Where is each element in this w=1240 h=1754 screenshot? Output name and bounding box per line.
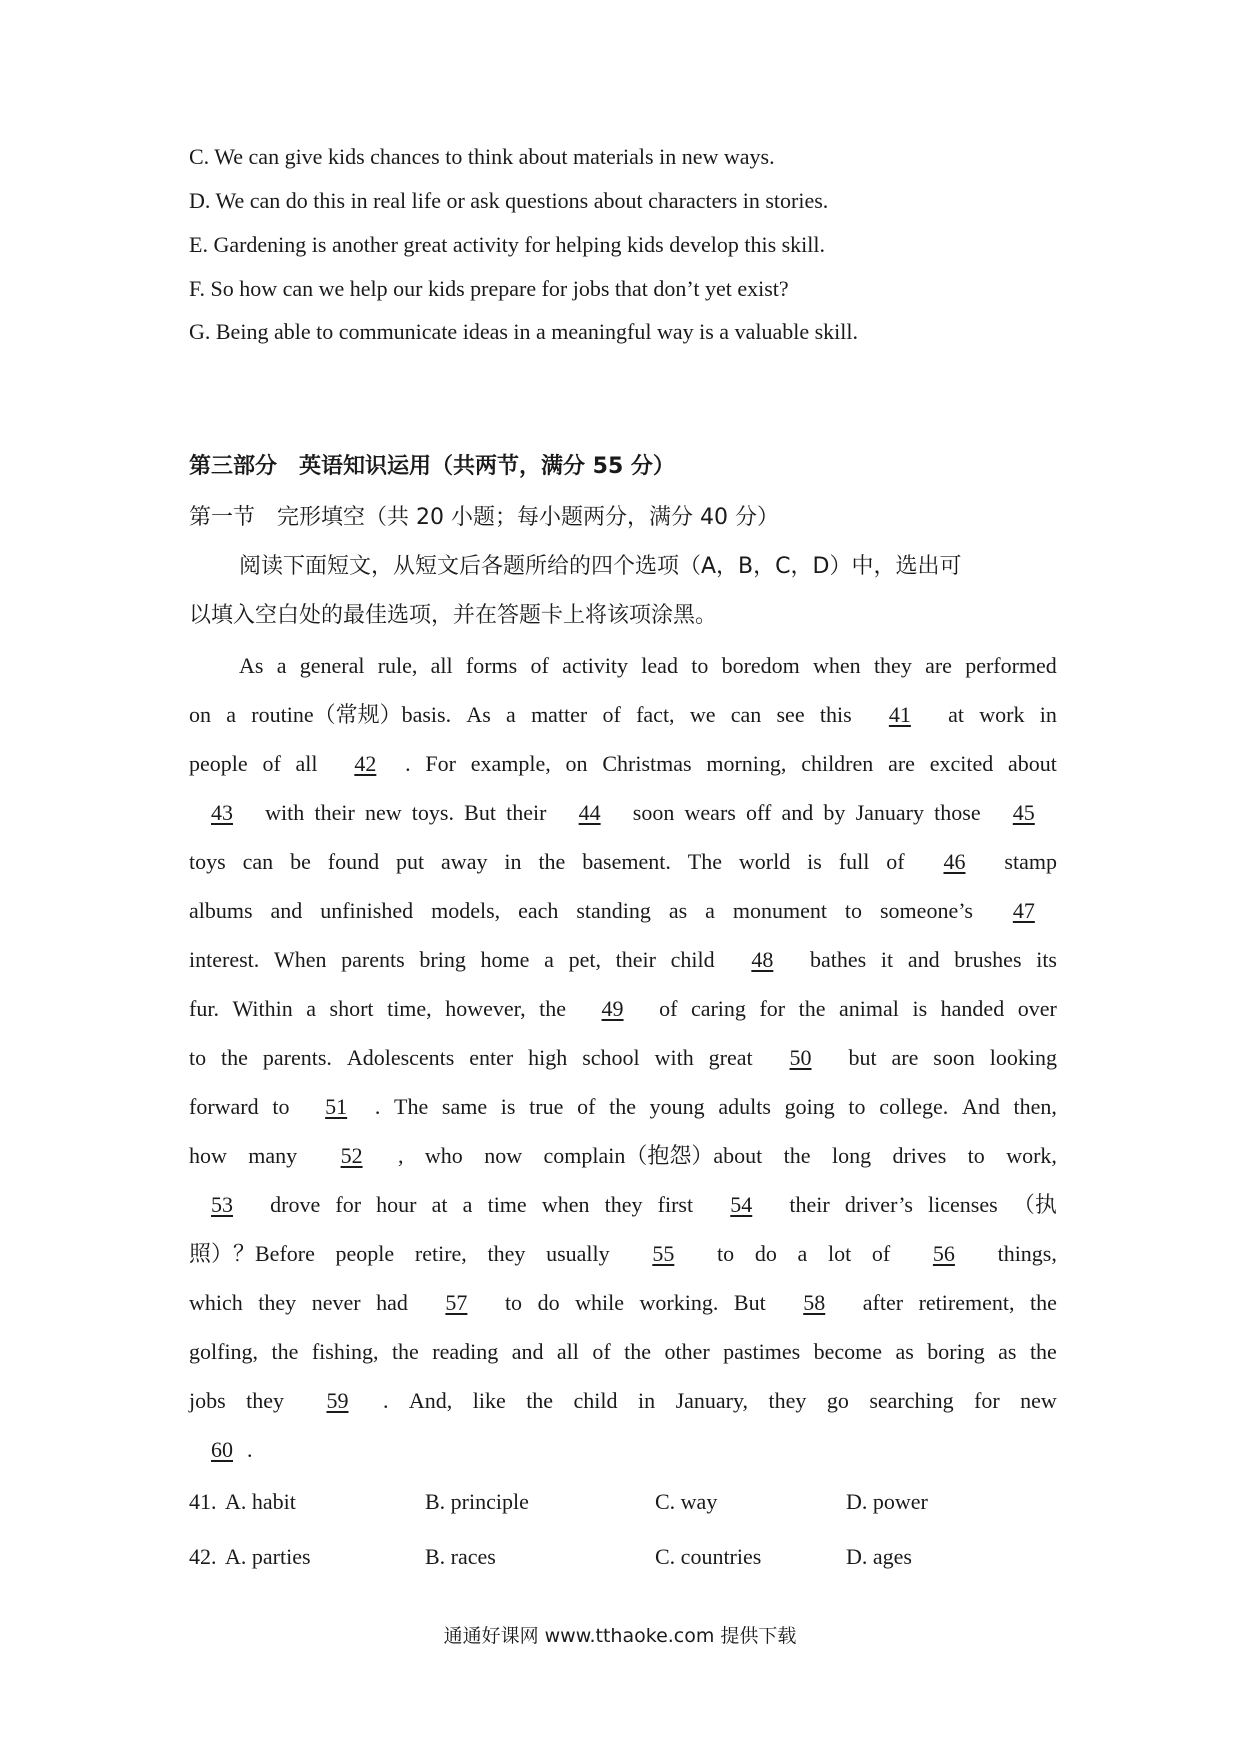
passage-word: routine（常规）basis. xyxy=(251,702,452,727)
passage-word: had xyxy=(376,1290,408,1315)
passage-word: at xyxy=(431,1192,448,1217)
passage-word: lot xyxy=(827,1241,852,1266)
passage-word: driver’s xyxy=(844,1192,913,1217)
passage-word: caring xyxy=(690,996,746,1021)
passage-word: bring xyxy=(419,947,466,972)
passage-word: those xyxy=(934,800,981,825)
passage-word: boring xyxy=(927,1339,985,1364)
passage-word: the xyxy=(609,1094,636,1119)
passage-word: . xyxy=(374,1094,381,1119)
passage-word: put xyxy=(396,849,425,874)
passage-word: animal xyxy=(839,996,899,1021)
passage-word: the xyxy=(539,996,567,1021)
passage-line xyxy=(189,1239,1057,1288)
passage-word: brushes xyxy=(954,947,1022,972)
blank-57: 57 xyxy=(445,1290,468,1315)
passage-word: as xyxy=(998,1339,1017,1364)
passage-word: in xyxy=(637,1388,656,1413)
choice-a: A. parties xyxy=(225,1544,311,1569)
passage-word: with xyxy=(654,1045,694,1070)
passage-word: retire, xyxy=(414,1241,467,1266)
passage-word: but xyxy=(848,1045,877,1070)
passage-word: it xyxy=(880,947,894,972)
option-d: D. We can do this in real life or ask questions about characters in stories. xyxy=(189,188,829,213)
passage-word: of xyxy=(577,1094,596,1119)
passage-word: young xyxy=(649,1094,705,1119)
passage-word: general xyxy=(299,653,365,678)
passage-word: are xyxy=(925,653,952,678)
passage-word: standing xyxy=(576,898,651,923)
passage-word: in xyxy=(1039,702,1057,727)
passage-word: this xyxy=(819,702,852,727)
passage-word: off xyxy=(746,800,772,825)
passage-word: can xyxy=(242,849,274,874)
option-f: F. So how can we help our kids prepare for jobs that don’t yet exist? xyxy=(189,276,789,301)
passage-word: home xyxy=(480,947,530,972)
passage-word: new xyxy=(364,800,402,825)
passage-word: complain（抱怨）about xyxy=(543,1143,763,1168)
passage-word: all xyxy=(430,653,453,678)
passage-word: For xyxy=(425,751,456,776)
passage-word: . xyxy=(382,1388,389,1413)
passage-word: long xyxy=(831,1143,872,1168)
blank-41: 41 xyxy=(888,702,911,727)
passage-word: we xyxy=(689,702,716,727)
passage-word: pastimes xyxy=(723,1339,801,1364)
passage-word: is xyxy=(912,996,928,1021)
passage-word: morning, xyxy=(706,751,787,776)
option-e: E. Gardening is another great activity for helping kids develop this skill. xyxy=(189,232,826,257)
passage-word: how xyxy=(189,1143,227,1168)
passage-word: models, xyxy=(431,898,501,923)
passage-word: the xyxy=(1029,1339,1057,1364)
passage-word: 照）？Before xyxy=(189,1241,315,1266)
passage-word: a xyxy=(506,702,516,727)
passage-word: time, xyxy=(387,996,432,1021)
passage-word: do xyxy=(537,1290,560,1315)
passage-line xyxy=(189,1337,1057,1386)
question-41 xyxy=(0,1487,1240,1517)
passage-word: away xyxy=(441,849,488,874)
passage-word: example, xyxy=(470,751,551,776)
passage-word: of xyxy=(871,1241,891,1266)
passage-word: January xyxy=(855,800,924,825)
passage-word: of xyxy=(530,653,549,678)
passage-word: going xyxy=(784,1094,835,1119)
passage-word: enter xyxy=(469,1045,514,1070)
passage-word: golfing, xyxy=(189,1339,259,1364)
passage-word: soon xyxy=(933,1045,975,1070)
passage-line xyxy=(189,1435,1057,1484)
passage-line xyxy=(189,700,1057,749)
choice-d: D. ages xyxy=(846,1544,912,1569)
passage-word: as xyxy=(895,1339,914,1364)
passage-word: drives xyxy=(892,1143,947,1168)
blank-46: 46 xyxy=(943,849,966,874)
passage-word: when xyxy=(541,1192,590,1217)
passage-word: a xyxy=(226,702,237,727)
passage-word: its xyxy=(1036,947,1057,972)
passage-word: for xyxy=(335,1192,362,1217)
blank-49: 49 xyxy=(601,996,624,1021)
passage-line xyxy=(189,945,1057,994)
question-number: 41. xyxy=(189,1489,217,1514)
passage-word: the xyxy=(798,996,826,1021)
passage-word: they xyxy=(246,1388,285,1413)
passage-word: the xyxy=(271,1339,299,1364)
passage-word: like xyxy=(472,1388,506,1413)
passage-word: forward xyxy=(189,1094,259,1119)
passage-word: can xyxy=(730,702,762,727)
passage-word: new xyxy=(1020,1388,1057,1413)
passage-word: January, xyxy=(675,1388,749,1413)
passage-word: the xyxy=(783,1143,811,1168)
passage-word: a xyxy=(797,1241,808,1266)
passage-word: is xyxy=(807,849,822,874)
passage-word: fishing, xyxy=(311,1339,379,1364)
instructions-line-1: 阅读下面短文，从短文后各题所给的四个选项（A，B，C，D）中，选出可 xyxy=(239,554,962,579)
passage-word: when xyxy=(813,653,861,678)
passage-word: searching xyxy=(869,1388,954,1413)
blank-43: 43 xyxy=(211,800,233,825)
passage-word: short xyxy=(329,996,374,1021)
passage-word: to xyxy=(189,1045,207,1070)
passage-word: a xyxy=(306,996,317,1021)
passage-word: working. xyxy=(639,1290,719,1315)
passage-line xyxy=(189,651,1057,700)
passage-line xyxy=(189,1141,1057,1190)
passage-word: monument xyxy=(732,898,827,923)
passage-word: things, xyxy=(997,1241,1057,1266)
passage-word: of xyxy=(262,751,281,776)
passage-word: work xyxy=(979,702,1025,727)
passage-word: to xyxy=(504,1290,523,1315)
passage-word: As xyxy=(239,653,264,678)
passage-word: a xyxy=(544,947,554,972)
passage-word: toys xyxy=(189,849,226,874)
passage-word: parents. xyxy=(262,1045,332,1070)
cloze-passage xyxy=(189,651,1057,1484)
passage-word: of xyxy=(659,996,678,1021)
passage-word: a xyxy=(276,653,287,678)
passage-word: looking xyxy=(989,1045,1057,1070)
passage-word: become xyxy=(813,1339,883,1364)
passage-word: then, xyxy=(1013,1094,1057,1119)
passage-word: . xyxy=(247,1437,253,1462)
passage-word: someone’s xyxy=(880,898,973,923)
passage-word: pet, xyxy=(568,947,601,972)
passage-word: As xyxy=(466,702,491,727)
passage-word: on xyxy=(565,751,588,776)
passage-word: other xyxy=(664,1339,710,1364)
passage-word: fact, xyxy=(636,702,675,727)
passage-word: their xyxy=(615,947,656,972)
passage-word: , xyxy=(398,1143,404,1168)
passage-word: over xyxy=(1017,996,1057,1021)
passage-word: time xyxy=(487,1192,527,1217)
passage-word: to xyxy=(272,1094,290,1119)
passage-word: see xyxy=(776,702,805,727)
passage-word: （执 xyxy=(1012,1192,1057,1217)
page-footer: 通通好课网 www.tthaoke.com 提供下载 xyxy=(443,1625,797,1647)
choice-b: B. races xyxy=(425,1544,496,1569)
blank-47: 47 xyxy=(1012,898,1035,923)
passage-word: do xyxy=(754,1241,777,1266)
passage-word: to xyxy=(848,1094,866,1119)
blank-50: 50 xyxy=(789,1045,812,1070)
blank-44: 44 xyxy=(578,800,601,825)
option-c: C. We can give kids chances to think about materials in new ways. xyxy=(189,144,775,169)
passage-word: basement. xyxy=(582,849,671,874)
choice-c: C. countries xyxy=(655,1544,762,1569)
passage-word: fur. xyxy=(189,996,219,1021)
passage-word: jobs xyxy=(189,1388,226,1413)
passage-word: And xyxy=(961,1094,1000,1119)
passage-word: each xyxy=(518,898,559,923)
passage-word: on xyxy=(189,702,211,727)
passage-word: lead xyxy=(641,653,678,678)
passage-word: are xyxy=(891,1045,919,1070)
passage-word: world xyxy=(738,849,791,874)
passage-word: performed xyxy=(965,653,1057,678)
passage-word: now xyxy=(484,1143,523,1168)
passage-word: the xyxy=(1030,1290,1057,1315)
passage-word: and xyxy=(781,800,814,825)
passage-word: to xyxy=(844,898,863,923)
passage-word: the xyxy=(221,1045,248,1070)
passage-word: hour xyxy=(376,1192,417,1217)
passage-word: while xyxy=(575,1290,625,1315)
passage-word: of xyxy=(592,1339,611,1364)
passage-word: who xyxy=(424,1143,463,1168)
passage-word: forms xyxy=(465,653,518,678)
passage-word: excited xyxy=(929,751,994,776)
passage-word: usually xyxy=(546,1241,610,1266)
passage-word: a xyxy=(705,898,715,923)
passage-word: Christmas xyxy=(602,751,692,776)
passage-word: full xyxy=(838,849,870,874)
passage-word: at xyxy=(948,702,965,727)
passage-word: high xyxy=(528,1045,568,1070)
passage-word: adults xyxy=(718,1094,771,1119)
passage-word: and xyxy=(270,898,303,923)
passage-word: people xyxy=(335,1241,395,1266)
passage-word: true xyxy=(529,1094,564,1119)
passage-word: child xyxy=(573,1388,618,1413)
passage-word: licenses xyxy=(928,1192,998,1217)
passage-word: in xyxy=(504,849,522,874)
passage-word: all xyxy=(556,1339,579,1364)
passage-word: reading xyxy=(432,1339,499,1364)
question-42 xyxy=(0,1542,1240,1572)
instructions-line-2: 以填入空白处的最佳选项，并在答题卡上将该项涂黑。 xyxy=(189,603,718,628)
passage-word: many xyxy=(248,1143,298,1168)
subsection-title: 第一节 完形填空（共 20 小题；每小题两分，满分 40 分） xyxy=(189,505,779,530)
passage-word: a xyxy=(462,1192,473,1217)
passage-word: which xyxy=(189,1290,243,1315)
blank-42: 42 xyxy=(354,751,377,776)
passage-word: after xyxy=(862,1290,904,1315)
passage-word: first xyxy=(657,1192,694,1217)
passage-word: to xyxy=(691,653,709,678)
blank-59: 59 xyxy=(326,1388,349,1413)
passage-line xyxy=(189,1190,1057,1239)
section-title: 第三部分 英语知识运用（共两节，满分 55 分） xyxy=(189,454,675,479)
passage-line xyxy=(189,896,1057,945)
passage-line xyxy=(189,798,1057,847)
passage-word: their xyxy=(506,800,547,825)
passage-word: go xyxy=(826,1388,849,1413)
passage-word: by xyxy=(823,800,846,825)
passage-word: they xyxy=(604,1192,643,1217)
passage-word: . xyxy=(405,751,411,776)
passage-word: soon xyxy=(632,800,675,825)
passage-word: But xyxy=(733,1290,766,1315)
blank-48: 48 xyxy=(751,947,774,972)
passage-line xyxy=(189,1092,1057,1141)
passage-word: they xyxy=(873,653,912,678)
passage-word: child xyxy=(670,947,715,972)
passage-word: school xyxy=(582,1045,640,1070)
passage-word: drove xyxy=(270,1192,321,1217)
passage-word: work, xyxy=(1006,1143,1057,1168)
passage-word: for xyxy=(974,1388,1000,1413)
passage-word: matter xyxy=(531,702,588,727)
passage-word: all xyxy=(295,751,318,776)
choice-c: C. way xyxy=(655,1489,718,1514)
blank-51: 51 xyxy=(325,1094,348,1119)
passage-word: to xyxy=(717,1241,735,1266)
passage-word: rule, xyxy=(377,653,418,678)
passage-word: and xyxy=(907,947,940,972)
blank-60: 60 xyxy=(211,1437,233,1462)
passage-line xyxy=(189,994,1057,1043)
passage-word: be xyxy=(290,849,311,874)
passage-word: boredom xyxy=(721,653,800,678)
passage-word: people xyxy=(189,751,248,776)
passage-word: parents xyxy=(341,947,405,972)
passage-word: college. xyxy=(879,1094,949,1119)
passage-line xyxy=(189,1288,1057,1337)
option-g: G. Being able to communicate ideas in a meaningful way is a valuable skill. xyxy=(189,319,858,344)
passage-line xyxy=(189,1386,1057,1435)
passage-word: found xyxy=(327,849,380,874)
passage-word: interest. xyxy=(189,947,260,972)
passage-word: to xyxy=(967,1143,985,1168)
passage-word: But xyxy=(464,800,496,825)
passage-word: toys. xyxy=(411,800,454,825)
passage-word: the xyxy=(526,1388,554,1413)
blank-54: 54 xyxy=(730,1192,753,1217)
passage-word: the xyxy=(624,1339,652,1364)
passage-word: the xyxy=(391,1339,419,1364)
passage-word: of xyxy=(886,849,905,874)
passage-word: wears xyxy=(684,800,736,825)
passage-word: And, xyxy=(408,1388,453,1413)
passage-word: are xyxy=(888,751,915,776)
blank-45: 45 xyxy=(1012,800,1035,825)
choice-d: D. power xyxy=(846,1489,928,1514)
passage-word: of xyxy=(602,702,621,727)
passage-word: is xyxy=(500,1094,516,1119)
blank-52: 52 xyxy=(340,1143,363,1168)
passage-word: handed xyxy=(940,996,1005,1021)
passage-word: as xyxy=(668,898,688,923)
passage-line xyxy=(189,749,1057,798)
passage-word: albums xyxy=(189,898,253,923)
passage-word: the xyxy=(538,849,566,874)
passage-word: The xyxy=(394,1094,429,1119)
passage-word: The xyxy=(687,849,722,874)
passage-word: with xyxy=(265,800,305,825)
passage-word: same xyxy=(441,1094,488,1119)
question-number: 42. xyxy=(189,1544,217,1569)
passage-word: great xyxy=(708,1045,753,1070)
passage-word: children xyxy=(801,751,874,776)
passage-word: about xyxy=(1008,751,1057,776)
passage-line xyxy=(189,847,1057,896)
passage-word: Adolescents xyxy=(346,1045,455,1070)
passage-word: unfinished xyxy=(320,898,414,923)
passage-word: When xyxy=(273,947,327,972)
passage-word: their xyxy=(789,1192,830,1217)
passage-line xyxy=(189,1043,1057,1092)
passage-word: they xyxy=(258,1290,297,1315)
passage-word: for xyxy=(759,996,786,1021)
passage-word: however, xyxy=(445,996,526,1021)
passage-word: retirement, xyxy=(918,1290,1015,1315)
blank-56: 56 xyxy=(932,1241,955,1266)
passage-word: Within xyxy=(232,996,293,1021)
passage-word: they xyxy=(487,1241,526,1266)
passage-word: their xyxy=(314,800,355,825)
choice-b: B. principle xyxy=(425,1489,529,1514)
passage-word: bathes xyxy=(810,947,867,972)
passage-word: and xyxy=(511,1339,544,1364)
passage-word: stamp xyxy=(1004,849,1057,874)
passage-word: they xyxy=(768,1388,807,1413)
blank-53: 53 xyxy=(211,1192,233,1217)
passage-word: activity xyxy=(562,653,629,678)
blank-58: 58 xyxy=(803,1290,826,1315)
blank-55: 55 xyxy=(652,1241,675,1266)
passage-word: never xyxy=(311,1290,361,1315)
choice-a: A. habit xyxy=(225,1489,296,1514)
